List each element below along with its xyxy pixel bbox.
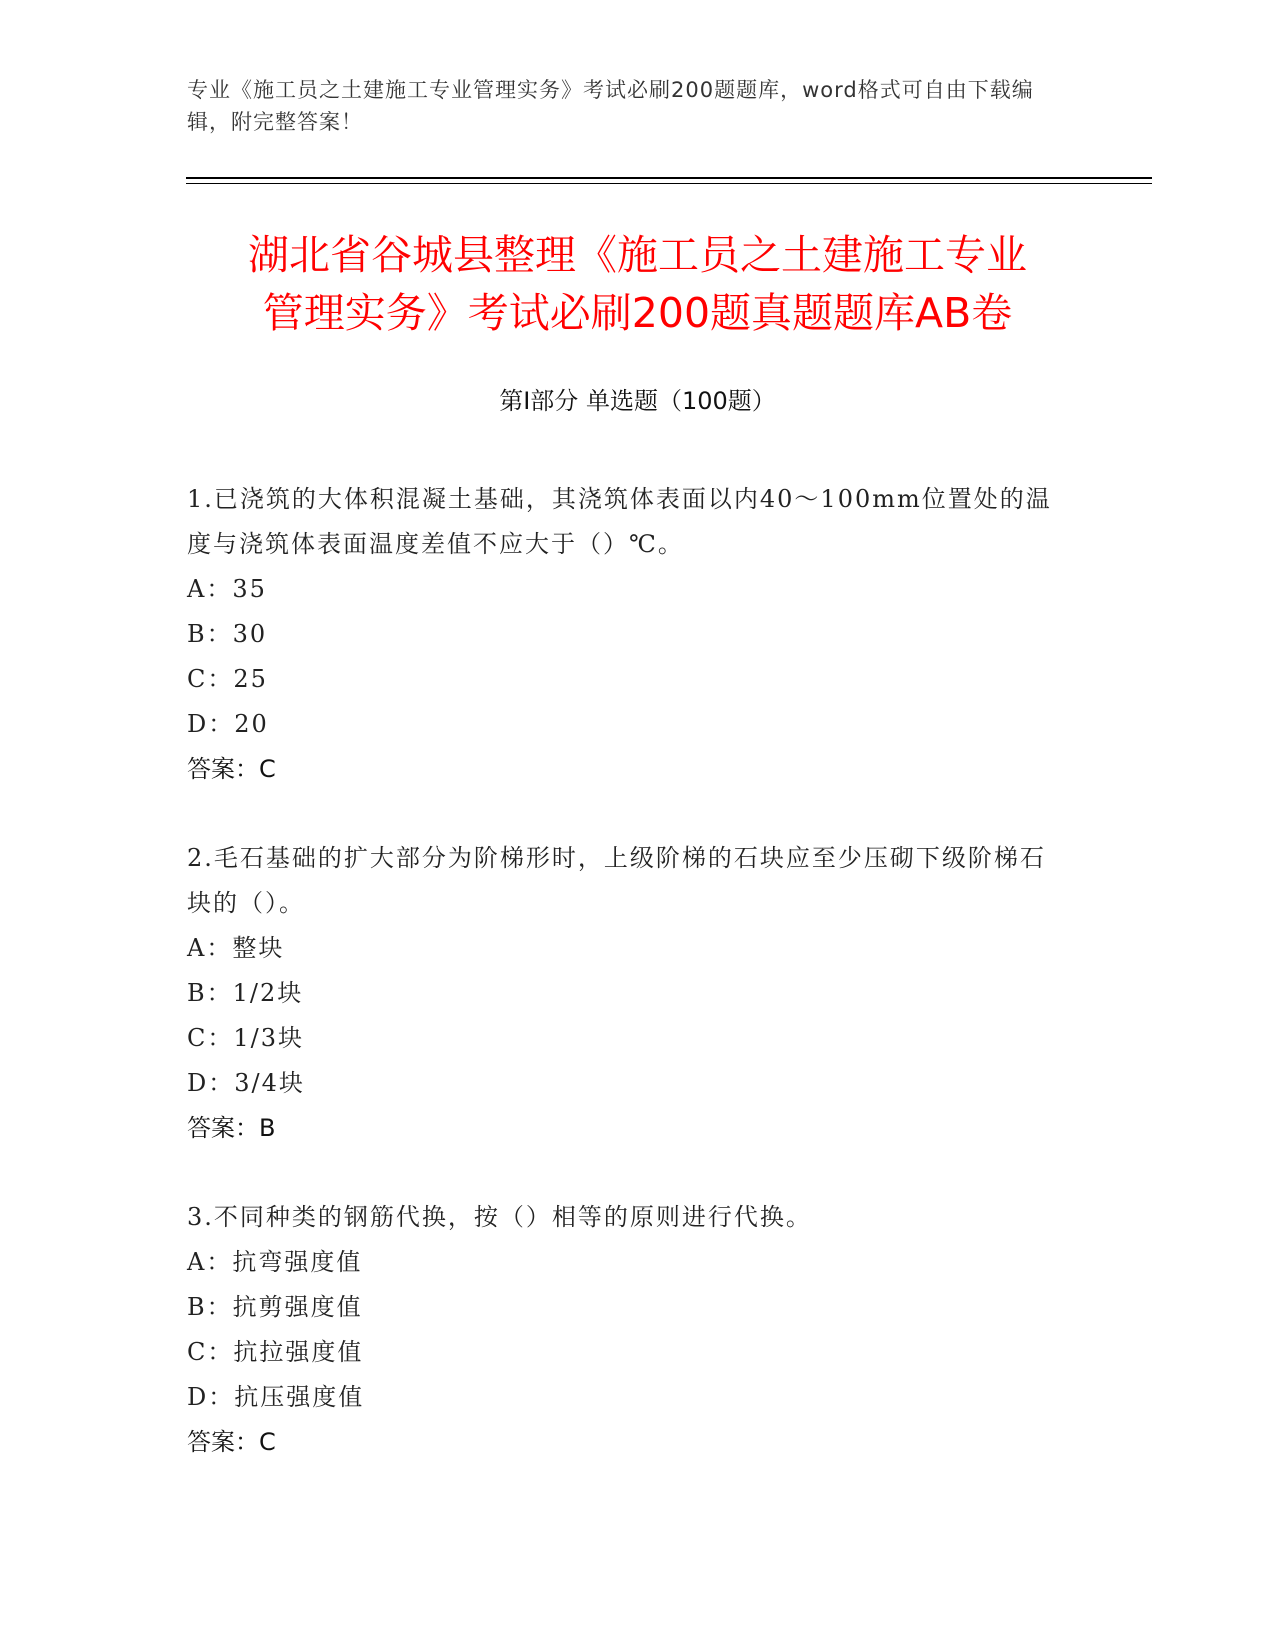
option-a: A：整块 bbox=[187, 934, 285, 962]
option-d: D：抗压强度值 bbox=[187, 1383, 365, 1411]
answer: 答案：C bbox=[187, 1428, 276, 1456]
option-c: C：25 bbox=[187, 665, 268, 693]
question-list bbox=[187, 477, 1067, 1509]
question-1 bbox=[187, 477, 1067, 792]
option-d: D：20 bbox=[187, 710, 269, 738]
option-d: D：3/4块 bbox=[187, 1069, 305, 1097]
question-stem: 2.毛石基础的扩大部分为阶梯形时，上级阶梯的石块应至少压砌下级阶梯石块的（）。 bbox=[187, 844, 1046, 917]
question-3 bbox=[187, 1195, 1067, 1465]
header-divider-thin bbox=[186, 183, 1152, 184]
option-a: A：35 bbox=[187, 575, 267, 603]
document-title-line-2: 管理实务》考试必刷200题真题题库AB卷 bbox=[262, 289, 1013, 337]
option-b: B：抗剪强度值 bbox=[187, 1293, 363, 1321]
header-divider-thick bbox=[186, 177, 1152, 179]
question-stem: 1.已浇筑的大体积混凝土基础，其浇筑体表面以内40～100mm位置处的温度与浇筑体表面温度差值不应大于（）℃。 bbox=[187, 485, 1052, 558]
option-c: C：抗拉强度值 bbox=[187, 1338, 364, 1366]
question-2 bbox=[187, 836, 1067, 1151]
option-a: A：抗弯强度值 bbox=[187, 1248, 363, 1276]
section-heading: 第Ⅰ部分 单选题（100题） bbox=[499, 387, 776, 415]
option-b: B：30 bbox=[187, 620, 268, 648]
question-stem: 3.不同种类的钢筋代换，按（）相等的原则进行代换。 bbox=[187, 1203, 812, 1231]
option-b: B：1/2块 bbox=[187, 979, 304, 1007]
option-c: C：1/3块 bbox=[187, 1024, 304, 1052]
answer: 答案：C bbox=[187, 755, 276, 783]
answer: 答案：B bbox=[187, 1114, 276, 1142]
header-note: 专业《施工员之土建施工专业管理实务》考试必刷200题题库，word格式可自由下载编辑，附完整答案！ bbox=[187, 78, 1034, 134]
document-title bbox=[140, 226, 1135, 342]
document-title-line-1: 湖北省谷城县整理《施工员之土建施工专业 bbox=[248, 231, 1027, 279]
